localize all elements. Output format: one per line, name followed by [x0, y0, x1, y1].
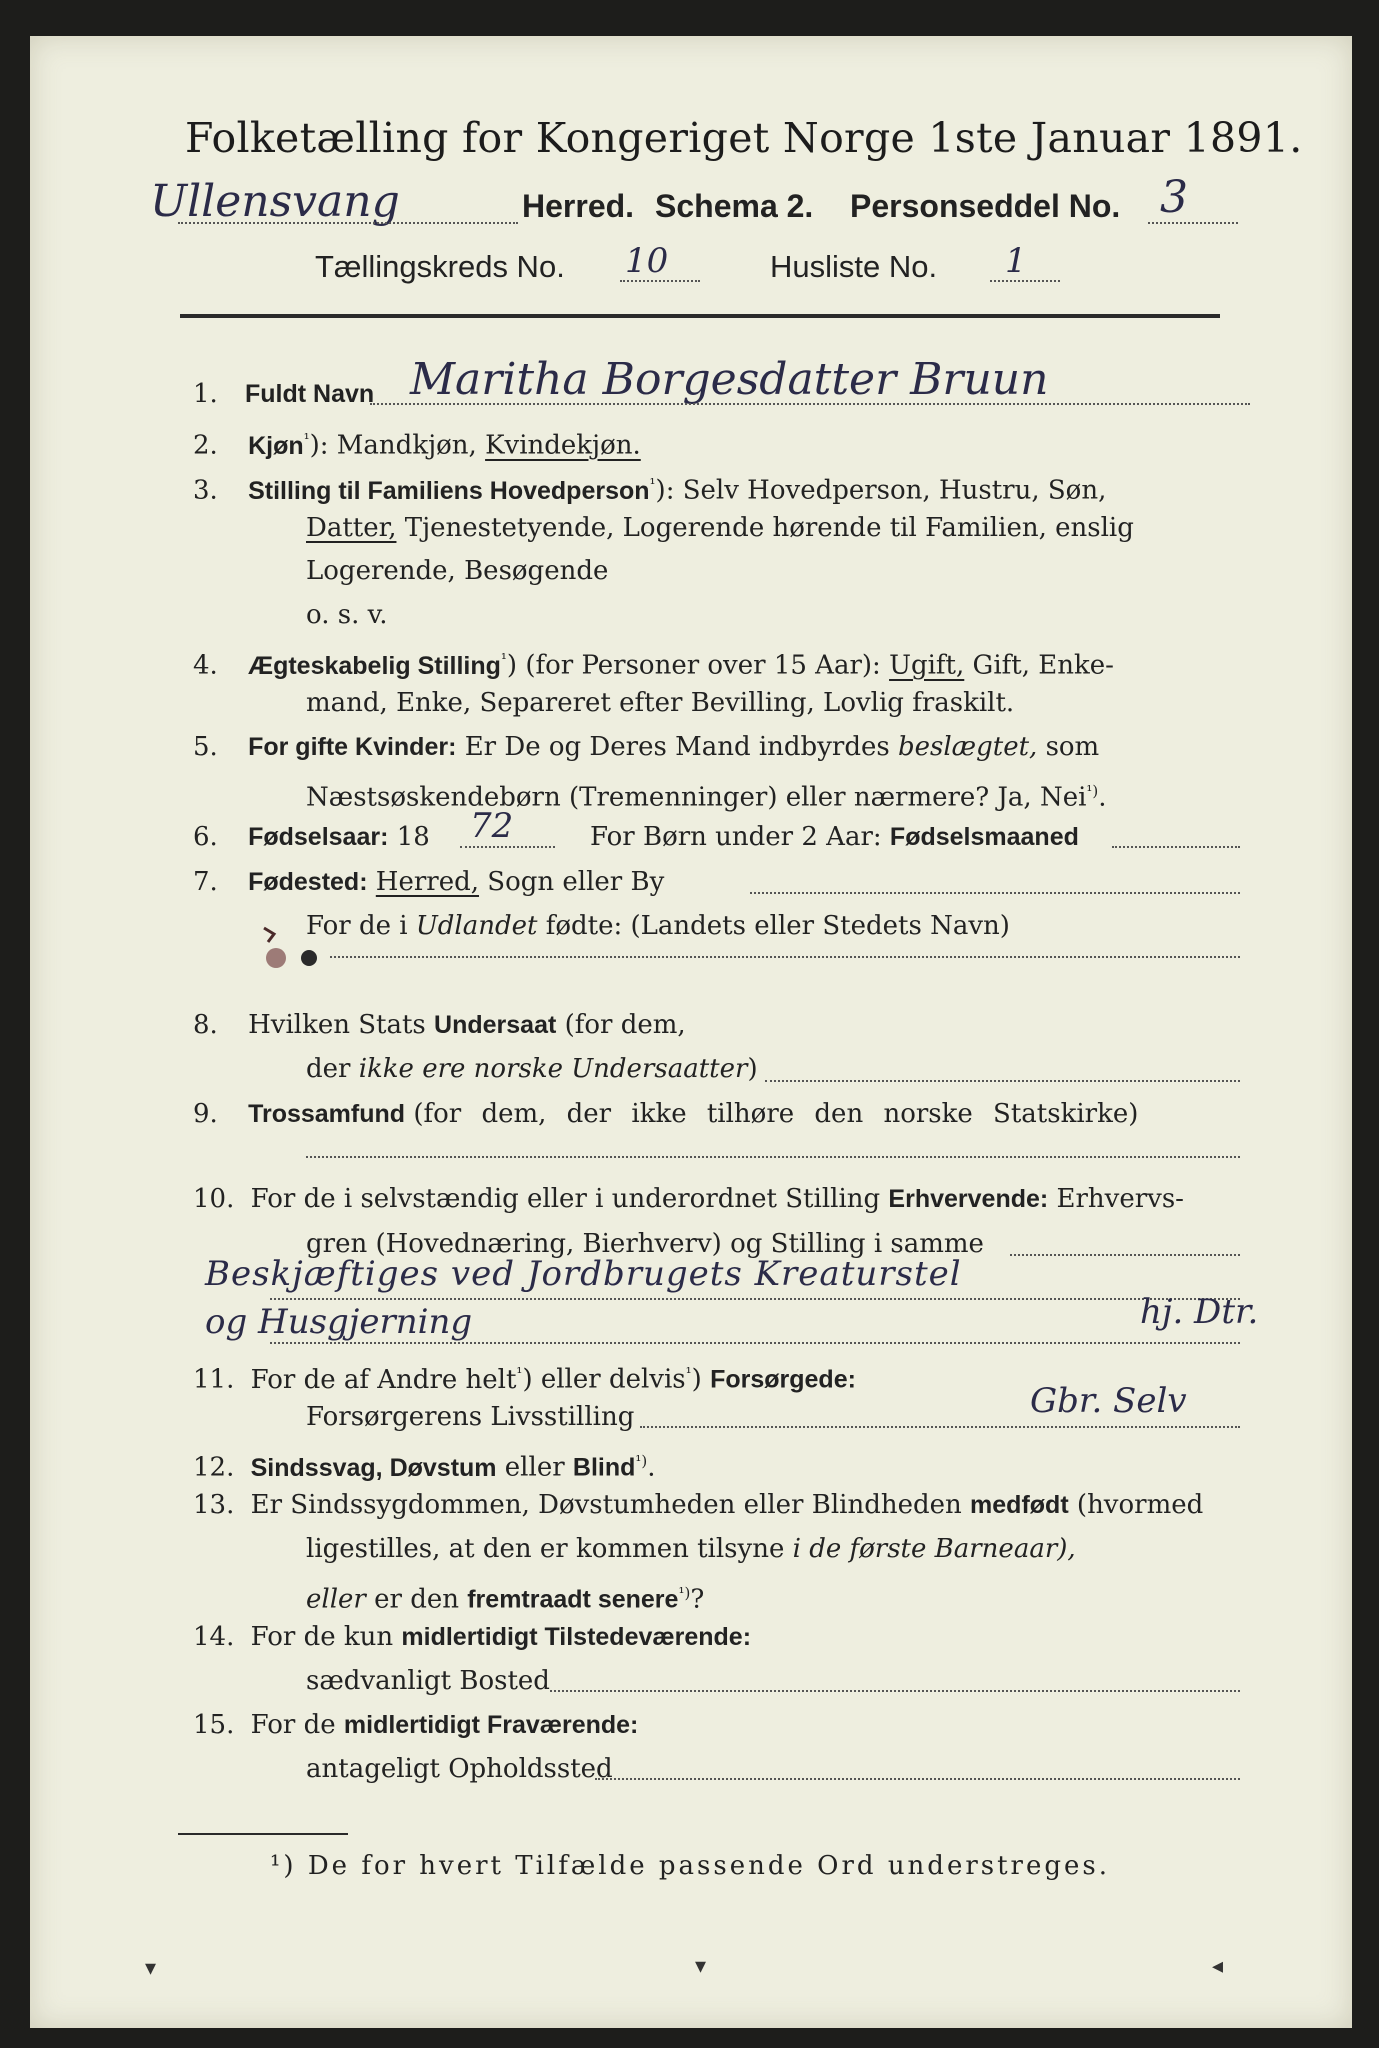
ink-blot-mark	[254, 916, 314, 976]
q10-dotted-line-2	[270, 1298, 1240, 1300]
q14-label: midlertidigt Tilstedeværende:	[401, 1623, 752, 1651]
q13-row-2	[306, 1536, 1076, 1562]
q3-footnote-ref: ¹	[649, 475, 656, 493]
q13-text-d: er den	[374, 1584, 459, 1615]
q7-row	[193, 869, 664, 895]
q6-row	[193, 824, 430, 850]
kreds-value: 10	[625, 241, 669, 281]
q13-footnote-ref: ¹)	[678, 1584, 691, 1602]
q2-row	[193, 426, 641, 459]
q15-dotted-line	[595, 1778, 1240, 1780]
q10-text-a: For de i selvstændig eller i underordnet Stilling	[250, 1184, 881, 1214]
header-rule	[180, 314, 1220, 318]
herred-label: Herred.	[522, 188, 635, 224]
q15-label: midlertidigt Fraværende:	[343, 1711, 639, 1739]
q11-footnote-ref-1: ¹	[516, 1364, 523, 1382]
q9-row	[193, 1101, 1138, 1127]
q11-provider-value: Gbr. Selv	[1030, 1381, 1187, 1421]
q5-label: For gifte Kvinder:	[248, 733, 457, 761]
q8-label: Undersaat	[434, 1011, 557, 1039]
form-title: Folketælling for Kongeriget Norge 1ste Januar 1891.	[185, 114, 1303, 162]
q5-number: 5.	[193, 732, 218, 762]
q4-ugift-underlined: Ugift,	[889, 650, 965, 681]
q2-footnote-ref: ¹	[303, 430, 310, 448]
q10-dotted-line-1	[1010, 1254, 1240, 1256]
q6-century: 18	[396, 822, 430, 852]
q6-number: 6.	[193, 822, 218, 852]
q12-row: 12. Sindssvag, Døvstum eller Blind$^{^1)}$.	[193, 1452, 656, 1483]
q8-dotted-line	[765, 1080, 1240, 1082]
q7-dotted-line-1	[750, 892, 1240, 894]
q11-text-c: Forsørgerens Livsstilling	[306, 1402, 635, 1432]
q1-dotted-line	[370, 403, 1250, 405]
q11-footnote-ref-2: ¹	[685, 1364, 692, 1382]
q4-label: Ægteskabelig Stilling	[248, 651, 501, 680]
herred-handwritten: Ullensvang	[150, 176, 400, 227]
q12-footnote-ref: ¹)	[635, 1452, 648, 1470]
q3-row	[193, 471, 1106, 504]
q4-row	[193, 646, 1114, 679]
personseddel-dotted-line	[1148, 222, 1238, 224]
q1-name-value: Maritha Borgesdatter Bruun	[410, 354, 1049, 405]
q7-number: 7.	[193, 867, 218, 897]
corner-mark-center: ▾	[695, 1954, 707, 1979]
q11-dotted-line	[640, 1426, 1240, 1428]
q4-number: 4.	[193, 650, 218, 681]
corner-mark-left: ▾	[145, 1956, 157, 1981]
husliste-label: Husliste No.	[770, 249, 938, 284]
q10-number: 10.	[193, 1184, 235, 1214]
q2-number: 2.	[193, 430, 218, 461]
q6-year-dotted-line	[460, 846, 555, 848]
q9-label: Trossamfund	[248, 1100, 406, 1128]
q9-text: (for dem, der ikke tilhøre den norske Statskirke)	[413, 1099, 1139, 1129]
q14-dotted-line	[550, 1690, 1240, 1692]
q14-row	[193, 1624, 751, 1650]
q7-text-b: For de i	[306, 911, 408, 941]
personseddel-label: Personseddel No.	[850, 188, 1121, 224]
q8-text-b: (for dem,	[564, 1010, 686, 1040]
q14-text-b: sædvanligt Bosted	[306, 1666, 550, 1696]
q3-text-d: o. s. v.	[306, 600, 388, 630]
q11-row: 11. For de af Andre helt$^{^1}$) eller delvis$^{^1}$) Forsørgede:	[193, 1364, 856, 1395]
q15-text-a: For de	[250, 1710, 336, 1740]
q5-text-b: som	[1045, 732, 1100, 762]
personseddel-value: 3	[1160, 172, 1188, 223]
husliste-dotted-line	[990, 280, 1060, 282]
q4-footnote-ref: ¹	[500, 650, 507, 668]
q13-text-a: Er Sindssygdommen, Døvstumheden eller Blindheden	[250, 1490, 962, 1520]
q15-row	[193, 1712, 638, 1738]
q9-number: 9.	[193, 1099, 218, 1129]
q5-text-a: Er De og Deres Mand indbyrdes	[464, 732, 890, 762]
q8-text-c: der	[306, 1054, 351, 1084]
q14-number: 14.	[193, 1622, 235, 1652]
q14-text-a: For de kun	[250, 1622, 394, 1652]
q11-text-b: ) eller delvis	[522, 1364, 686, 1395]
footnote-rule	[178, 1833, 348, 1835]
q10-occupation-value-2: og Husgjerning	[205, 1302, 473, 1342]
q7-label: Fødested:	[248, 868, 368, 896]
q8-italic: ikke ere norske Undersaatter	[358, 1054, 748, 1084]
q13-number: 13.	[193, 1490, 235, 1520]
q13-label: medfødt	[970, 1491, 1069, 1519]
q15-number: 15.	[193, 1710, 235, 1740]
q6-label2: Fødselsmaaned	[889, 823, 1079, 851]
q13-label2: fremtraadt senere	[467, 1585, 679, 1614]
q2-label: Kjøn	[248, 431, 304, 460]
q3-text-a: ): Selv Hovedperson, Hustru, Søn,	[655, 475, 1107, 506]
q10-row	[193, 1186, 1184, 1212]
q4-text-b: Gift, Enke-	[972, 650, 1114, 681]
husliste-value: 1	[1005, 241, 1027, 281]
q4-text-c: mand, Enke, Separeret efter Bevilling, Lovlig fraskilt.	[306, 688, 1015, 718]
q6-label: Fødselsaar:	[248, 823, 389, 851]
q10-occupation-value-1: Beskjæftiges ved Jordbrugets Kreaturstel	[205, 1254, 962, 1294]
q3-row-2	[306, 515, 1134, 541]
q3-text-b: Tjenestetyende, Logerende hørende til Familien, enslig	[404, 513, 1134, 543]
q11-label: Forsørgede:	[710, 1365, 856, 1394]
q7-text-a: Sogn eller By	[487, 867, 665, 897]
q3-label: Stilling til Familiens Hovedperson	[248, 476, 650, 505]
q7-udlandet: Udlandet	[415, 911, 538, 941]
q12-label: Sindssvag, Døvstum	[250, 1453, 497, 1482]
q13-text-c: ligestilles, at den er kommen tilsyne	[306, 1534, 785, 1564]
q5-footnote-ref: ¹)	[1086, 782, 1099, 800]
q5-row	[193, 734, 1099, 760]
q10-dotted-line-3	[270, 1342, 1240, 1344]
q8-number: 8.	[193, 1010, 218, 1040]
q8-row-2: der ikke ere norske Undersaatter)	[306, 1054, 758, 1084]
q3-number: 3.	[193, 475, 218, 506]
q9-dotted-line	[306, 1156, 1240, 1158]
q1-label: Fuldt Navn	[245, 380, 375, 408]
q6-birth-year-value: 72	[470, 806, 514, 846]
q10-text-c: gren (Hovednæring, Bierhverv) og Stilling i samme	[306, 1229, 984, 1259]
kreds-dotted-line	[620, 280, 700, 282]
q15-text-b: antageligt Opholdssted	[306, 1754, 613, 1784]
q3-text-c: Logerende, Besøgende	[306, 556, 609, 586]
q10-occupation-value-3: hj. Dtr.	[1140, 1292, 1259, 1332]
q10-label: Erhvervende:	[888, 1185, 1049, 1213]
q6-text: For Børn under 2 Aar:	[590, 822, 882, 852]
q5-text-c: Næstsøskendebørn (Tremenninger) eller nærmere? Ja, Nei	[306, 782, 1087, 813]
corner-mark-right: ◂	[1212, 1954, 1224, 1979]
q6-row-b	[590, 824, 1079, 850]
q8-text-a: Hvilken Stats	[248, 1010, 426, 1040]
q7-dotted-line-2	[330, 956, 1240, 958]
herred-dotted-line	[178, 222, 518, 224]
q2-text-a: ): Mandkjøn,	[309, 430, 477, 461]
q12-text: eller	[504, 1452, 565, 1483]
q13-italic2: eller	[306, 1584, 366, 1615]
q11-number: 11.	[193, 1364, 235, 1395]
q5-beslaegtet: beslægtet,	[897, 732, 1038, 762]
q10-text-b: Erhvervs-	[1056, 1184, 1184, 1214]
q12-label2: Blind	[572, 1453, 636, 1482]
q2-kvindekjon-underlined: Kvindekjøn.	[485, 430, 641, 461]
q6-month-dotted-line	[1112, 846, 1240, 848]
schema-label: Schema 2.	[655, 188, 814, 224]
q7-row-2	[306, 913, 1010, 939]
census-form-sheet	[30, 36, 1352, 2028]
q7-herred-underlined: Herred,	[375, 867, 480, 897]
kreds-label: Tællingskreds No.	[315, 249, 565, 284]
q13-italic: i de første Barneaar),	[792, 1534, 1076, 1564]
q3-datter-underlined: Datter,	[306, 513, 397, 543]
q1-number: 1.	[193, 379, 218, 409]
q11-text-a: For de af Andre helt	[250, 1364, 517, 1395]
q4-text-a: ) (for Personer over 15 Aar):	[506, 650, 881, 681]
q13-row	[193, 1492, 1203, 1518]
q13-row-3: eller er den fremtraadt senere$^{^1)}$?	[306, 1584, 705, 1615]
q12-number: 12.	[193, 1452, 235, 1483]
q8-row	[193, 1012, 686, 1038]
q5-row-2: Næstsøskendebørn (Tremenninger) eller nærmere? Ja, Nei$^{^1)}$.	[306, 782, 1107, 813]
q7-text-c: fødte: (Landets eller Stedets Navn)	[545, 911, 1010, 941]
footnote-text: ¹) De for hvert Tilfælde passende Ord understreges.	[270, 1851, 1111, 1881]
q13-text-b: (hvormed	[1076, 1490, 1204, 1520]
